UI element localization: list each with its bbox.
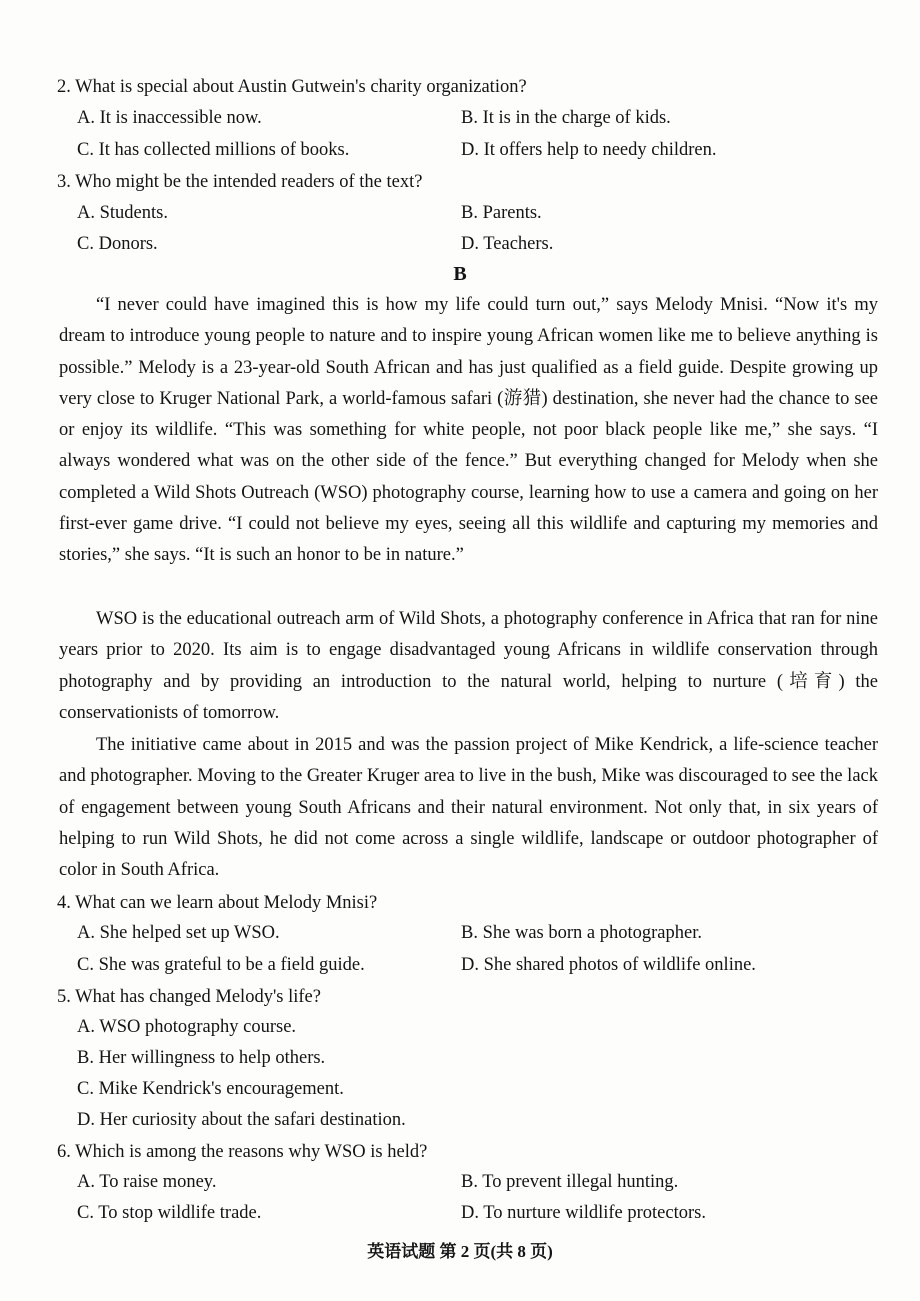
question-3-option-b: B. Parents. [461,203,542,223]
question-6-option-a: A. To raise money. [77,1172,217,1192]
question-3-option-c: C. Donors. [77,234,158,254]
question-3-option-a: A. Students. [77,203,168,223]
question-6-option-c: C. To stop wildlife trade. [77,1203,262,1223]
passage-paragraph-3 [59,730,878,886]
question-2-option-b: B. It is in the charge of kids. [461,108,671,128]
section-heading: B [453,263,467,285]
question-4: 4. What can we learn about Melody Mnisi? [57,893,378,913]
passage-paragraph-1 [59,290,878,572]
question-5-option-b: B. Her willingness to help others. [77,1048,326,1068]
question-4-option-d: D. She shared photos of wildlife online. [461,955,756,975]
question-4-option-b: B. She was born a photographer. [461,923,702,943]
question-5: 5. What has changed Melody's life? [57,987,321,1007]
question-2-option-c: C. It has collected millions of books. [77,140,350,160]
passage-paragraph-2 [59,604,878,729]
question-3-option-d: D. Teachers. [461,234,554,254]
question-6-option-b: B. To prevent illegal hunting. [461,1172,679,1192]
question-5-option-a: A. WSO photography course. [77,1017,297,1037]
question-2-option-d: D. It offers help to needy children. [461,140,717,160]
question-6-option-d: D. To nurture wildlife protectors. [461,1203,706,1223]
question-5-option-d: D. Her curiosity about the safari destination. [77,1110,406,1130]
passage-paragraph-2-text: WSO is the educational outreach arm of Wild Shots, a photography conference in Africa that ran for nine years prior to 2020. Its aim is to engage disadvantaged young Africans in wildlife conservation through photography and by providing an introduction to the natural world, helping to nurture (培育) the conservationists of tomorrow. [59,609,878,723]
passage-paragraph-3-text: The initiative came about in 2015 and was the passion project of Mike Kendrick, a life-science teacher and photographer. Moving to the Greater Kruger area to live in the bush, Mike was discouraged to see the lack of engagement between young South Africans and their natural environment. Not only that, in six years of helping to run Wild Shots, he did not come across a single wildlife, landscape or outdoor photographer of color in South Africa. [59,735,878,881]
question-4-option-a: A. She helped set up WSO. [77,923,280,943]
page-footer: 英语试题 第 2 页(共 8 页) [367,1242,553,1261]
question-4-option-c: C. She was grateful to be a field guide. [77,955,365,975]
question-5-option-c: C. Mike Kendrick's encouragement. [77,1079,344,1099]
question-6: 6. Which is among the reasons why WSO is held? [57,1142,428,1162]
question-2-option-a: A. It is inaccessible now. [77,108,262,128]
passage-paragraph-1-text: “I never could have imagined this is how my life could turn out,” says Melody Mnisi. “Now it's my dream to introduce young people to nature and to inspire young African women like me to believe anything is possible.” Melody is a 23-year-old South African and has just qualified as a field guide. Despite growing up very close to Kruger National Park, a world-famous safari (游猎) destination, she never had the chance to see or enjoy its wildlife. “This was something for white people, not poor black people like me,” she says. “I always wondered what was on the other side of the fence.” But everything changed for Melody when she completed a Wild Shots Outreach (WSO) photography course, learning how to use a camera and going on her first-ever game drive. “I could not believe my eyes, seeing all this wildlife and capturing my memories and stories,” she says. “It is such an honor to be in nature.” [59,295,878,566]
question-2: 2. What is special about Austin Gutwein's charity organization? [57,77,527,97]
question-3: 3. Who might be the intended readers of the text? [57,172,423,192]
